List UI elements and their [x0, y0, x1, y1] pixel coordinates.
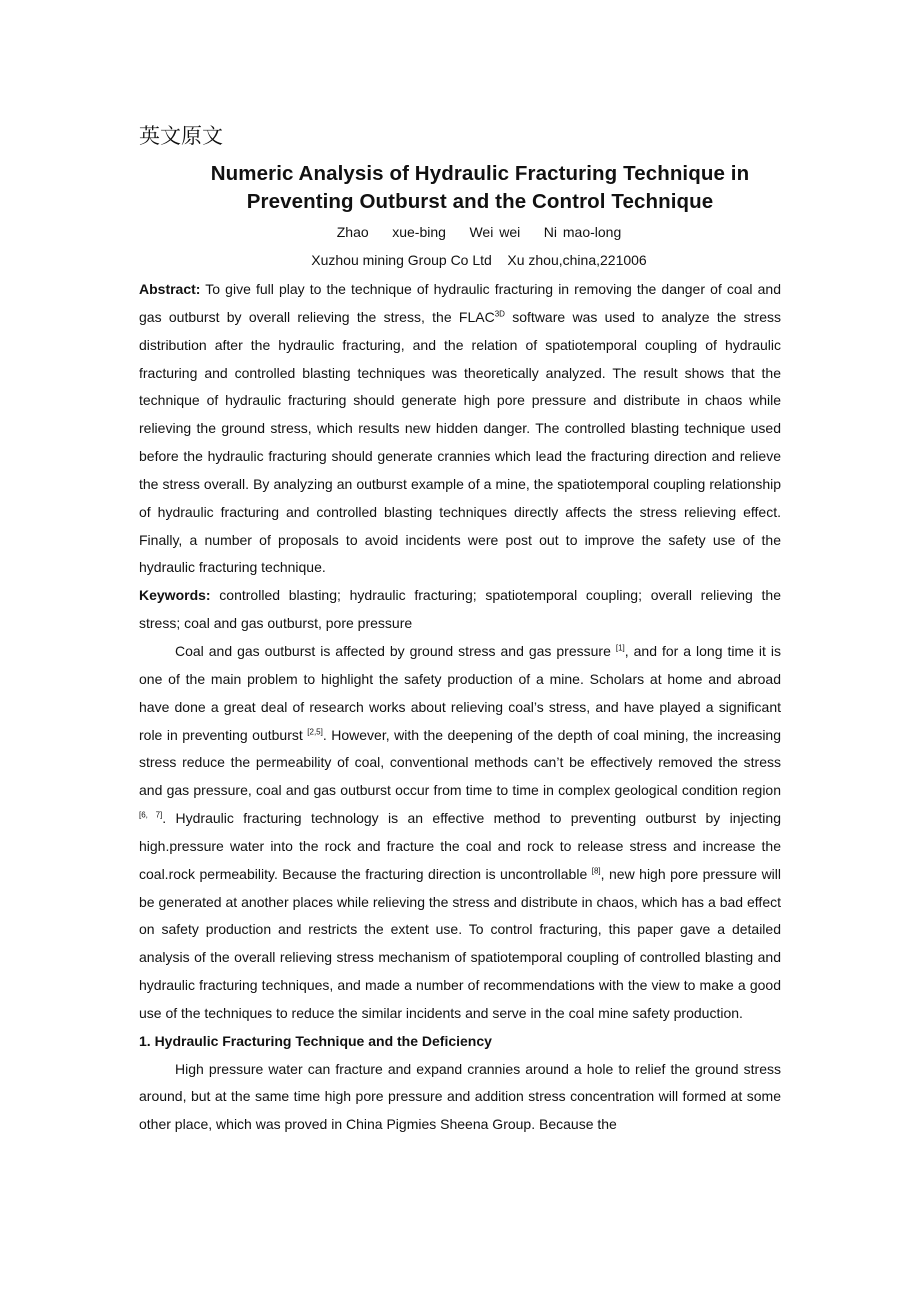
- title-line-1: Numeric Analysis of Hydraulic Fracturing Technique in: [210, 162, 750, 185]
- citation-1: [1]: [615, 643, 625, 653]
- abstract-paragraph: [139, 276, 781, 582]
- intro-text-5: , new high pore pressure will be generated at another places while relieving the stress and distribute in chaos, which has a bad effect on safety production and restricts the extent use. To control fracturing, this paper gave a detailed analysis of the overall relieving stress mechanism of spatiotemporal coupling of controlled blasting and hydraulic fracturing techniques, and made a number of recommendations with the view to make a good use of the techniques to reduce the similar incidents and serve in the coal mine safety production.: [139, 865, 782, 1021]
- body-text: [139, 276, 781, 1139]
- keywords-paragraph: [139, 582, 781, 638]
- intro-text-1: Coal and gas outburst is affected by ground stress and gas pressure: [175, 642, 616, 659]
- abstract-text-2: software was used to analyze the stress distribution after the hydraulic fracturing, and the relation of spatiotemporal coupling of hydraulic fracturing and controlled blasting techniques was theoretically analyzed. The result shows that the technique of hydraulic fracturing should generate high pore pressure and distribute in chaos while relieving the ground stress, which results new hidden danger. The controlled blasting technique used before the hydraulic fracturing should generate crannies which lead the fracturing direction and relieve the stress overall. By analyzing an outburst example of a mine, the spatiotemporal coupling relationship of hydraulic fracturing and controlled blasting techniques directly affects the stress relieving effect. Finally, a number of proposals to avoid incidents were post out to improve the safety use of the hydraulic fracturing technique.: [139, 308, 781, 576]
- author-list: Zhao xue-bing Wei wei Ni mao-long: [336, 224, 622, 240]
- abstract-label: Abstract:: [139, 281, 201, 297]
- citation-4: [8]: [591, 866, 601, 876]
- intro-text-2: , and for a long time it is one of the main problem to highlight the safety production of a mine. Scholars at home and abroad have done a great deal of research works about relieving coal’s stress, and have played a significant role in preventing outburst: [139, 642, 781, 743]
- abstract-superscript: 3D: [494, 309, 505, 319]
- paper-title: [180, 160, 780, 216]
- citation-3: [6, 7]: [139, 810, 163, 820]
- section-1-paragraph: High pressure water can fracture and expand crannies around a hole to relief the ground stress around, but at the same time high pore pressure and addition stress concentration will formed at some other place, which was proved in China Pigmies Sheena Group. Because the: [139, 1060, 781, 1133]
- keywords-label: Keywords:: [139, 587, 211, 604]
- keywords-text: controlled blasting; hydraulic fracturing; spatiotemporal coupling; overall relieving the stress; coal and gas outburst, pore pressure: [139, 587, 781, 632]
- abstract-text-1: To give full play to the technique of hydraulic fracturing in removing the danger of coal and gas outburst by overall relieving the stress, the FLAC: [139, 281, 781, 325]
- intro-text-4: . Hydraulic fracturing technology is an effective method to preventing outburst by injecting high.pressure water into the rock and fracture the coal and rock to release stress and increase the coal.rock permeability. Because the fracturing direction is uncontrollable: [139, 810, 781, 882]
- affiliation: Xuzhou mining Group Co Ltd Xu zhou,china,221006: [311, 252, 647, 268]
- intro-text-3: . However, with the deepening of the depth of coal mining, the increasing stress reduce the permeability of coal, conventional methods can’t be effectively removed the stress and gas pressure, coal and gas outburst occur from time to time in complex geological condition region: [139, 726, 782, 799]
- section-label: 英文原文: [139, 124, 223, 148]
- section-1-heading: 1. Hydraulic Fracturing Technique and the Deficiency: [139, 1032, 492, 1049]
- intro-paragraph: [139, 638, 781, 1028]
- citation-2: [2,5]: [307, 726, 323, 736]
- title-line-2: Preventing Outburst and the Control Technique: [246, 190, 714, 213]
